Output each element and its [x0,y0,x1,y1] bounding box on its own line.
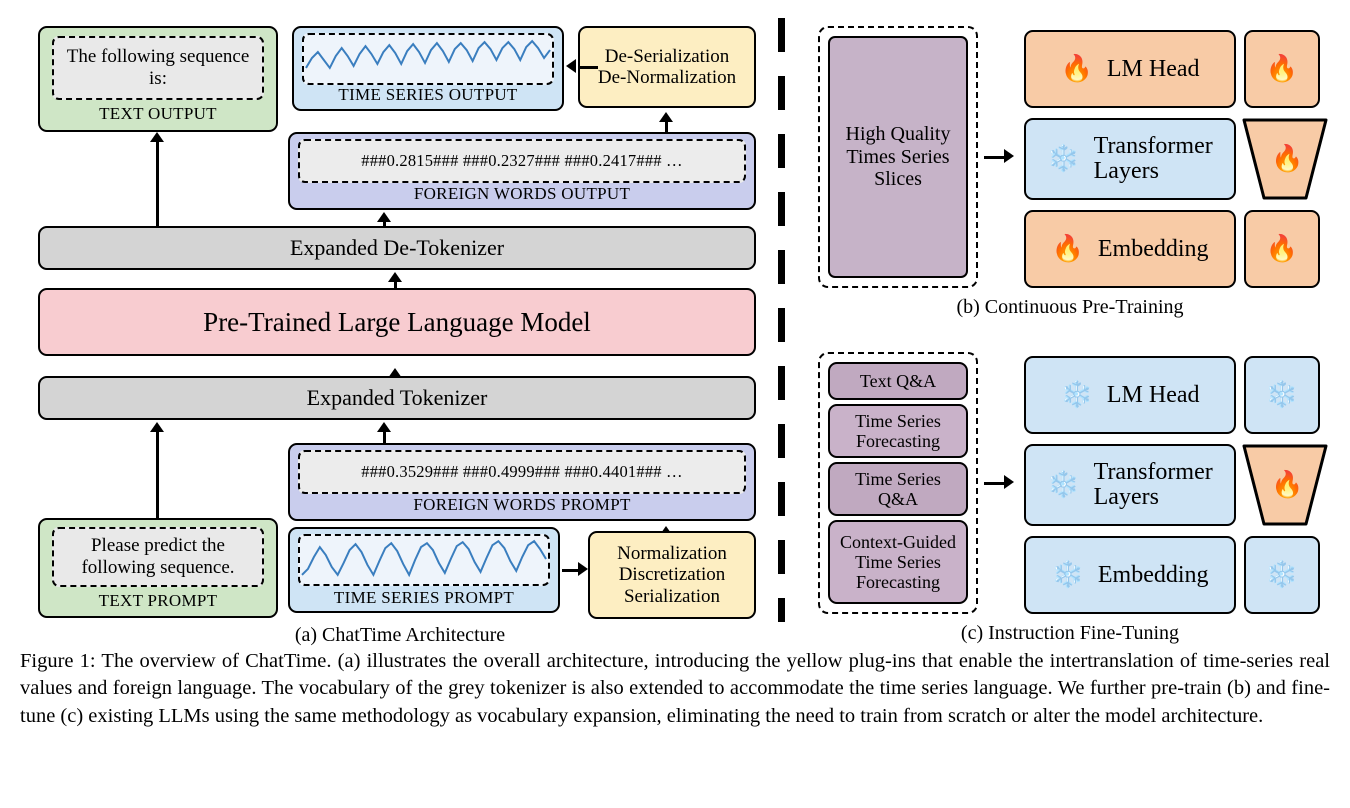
normalization-box [588,531,756,619]
panel-divider [778,18,785,622]
arrow-pretrain-data-to-model [984,156,1006,159]
pretrain-lm-head-side-tag [1244,30,1320,108]
arrow-finetune-tasks-to-model [984,482,1006,485]
sparkline-output-icon [304,34,552,84]
finetune-transformer-side-tag [1240,442,1330,528]
foreign-words-output-label: FOREIGN WORDS OUTPUT [413,184,631,203]
snowflake-icon: ❄️ [1051,560,1084,589]
fire-icon: 🔥 [1051,234,1084,263]
foreign-words-prompt-label: FOREIGN WORDS PROMPT [413,495,631,514]
panel-b-caption: (b) Continuous Pre-Training [956,296,1184,318]
pretrain-data-line-0: High Quality [845,123,951,146]
text-prompt-label: TEXT PROMPT [98,591,218,610]
arrowhead-llm-to-detokenizer [388,272,402,282]
time-series-output-plot [302,33,554,85]
finetune-lm-head-label: LM Head [1106,381,1200,408]
text-output-inner-text: The following sequence is: [66,46,250,89]
time-series-prompt-plot [298,534,550,586]
expanded-de-tokenizer-box [38,226,756,270]
de-serialization-line1: De-Serialization [604,45,730,67]
pretrain-lm-head-label: LM Head [1106,55,1200,82]
expanded-de-tokenizer-label: Expanded De-Tokenizer [289,234,505,260]
pretrain-embedding-side-tag [1244,210,1320,288]
fire-icon: 🔥 [1060,54,1093,83]
snowflake-icon: ❄️ [1047,470,1080,499]
foreign-words-output-inner [298,139,746,183]
fire-icon: 🔥 [1265,54,1299,83]
finetune-task-3-line3: Forecasting [856,572,940,593]
arrowhead-detokenizer-to-fwoutput [377,212,391,222]
finetune-transformer-label-line2: Layers [1093,484,1159,510]
finetune-embedding-label: Embedding [1097,561,1209,588]
pretrain-transformer-label-line1: Transformer [1093,132,1213,159]
finetune-task-1 [828,404,968,458]
de-serialization-line2: De-Normalization [597,67,737,88]
de-serialization-box [578,26,756,108]
arrowhead-finetune-tasks-to-model [1004,475,1014,489]
finetune-task-2-line2: Q&A [878,489,918,509]
pretrain-transformer-box [1024,118,1236,200]
foreign-words-output-values: ###0.2815### ###0.2327### ###0.2417### … [361,151,683,170]
arrow-textprompt-to-tokenizer [156,432,159,520]
expanded-tokenizer-label: Expanded Tokenizer [306,384,488,410]
pretrain-embedding-label: Embedding [1097,235,1209,262]
time-series-output-label: TIME SERIES OUTPUT [338,85,518,104]
pretrain-data-line-1: Times Series [846,145,950,168]
pretrain-transformer-side-tag [1240,116,1330,202]
finetune-transformer-box [1024,444,1236,526]
arrowhead-deserialization-to-tsoutput [566,59,576,73]
arrowhead-tsprompt-to-normalization [578,562,588,576]
text-prompt-inner [52,527,264,587]
text-prompt-inner-text: Please predict the following sequence. [81,535,235,578]
pretrain-lm-head-box [1024,30,1236,108]
text-output-inner [52,36,264,100]
snowflake-icon: ❄️ [1047,144,1080,173]
fire-icon: 🔥 [1265,234,1299,263]
finetune-embedding-box [1024,536,1236,614]
foreign-words-prompt-values: ###0.3529### ###0.4999### ###0.4401### … [361,462,683,481]
foreign-words-prompt-inner [298,450,746,494]
finetune-task-0 [828,362,968,400]
finetune-transformer-label-line1: Transformer [1093,458,1213,485]
text-output-label: TEXT OUTPUT [99,104,217,123]
panel-c-caption: (c) Instruction Fine-Tuning [960,622,1180,644]
fire-icon: 🔥 [1271,144,1304,173]
figure-caption: Figure 1: The overview of ChatTime. (a) illustrates the overall architecture, introducing the yellow plug-ins that enable the intertranslation of time-series real values and foreign language. The vocabulary of the grey tokenizer is also extended to accommodate the time series language. We further pre-train (b) and fine-tune (c) existing LLMs using the same methodology as vocabulary expansion, eliminating the need to train from scratch or alter the model architecture. [20,650,1330,727]
pretrained-llm-label: Pre-Trained Large Language Model [203,306,591,337]
arrowhead-detokenizer-to-textoutput [150,132,164,142]
arrow-detokenizer-to-textoutput [156,142,159,226]
arrowhead-fwoutput-to-deserialization [659,112,673,122]
pretrain-data-line-2: Slices [874,168,922,191]
normalization-line3: Serialization [623,585,721,607]
finetune-task-3-line2: Time Series [855,551,941,572]
normalization-line1: Normalization [617,543,727,565]
sparkline-prompt-icon [300,535,548,585]
finetune-task-1-line1: Time Series [855,410,941,431]
pretrain-embedding-box [1024,210,1236,288]
pretrained-llm-box [38,288,756,356]
finetune-task-3 [828,520,968,604]
snowflake-icon: ❄️ [1265,560,1299,589]
finetune-task-1-line2: Forecasting [856,431,940,451]
arrow-deserialization-to-tsoutput [578,66,598,69]
fire-icon: 🔥 [1271,470,1304,499]
snowflake-icon: ❄️ [1060,380,1093,409]
finetune-lm-head-side-tag [1244,356,1320,434]
snowflake-icon: ❄️ [1265,380,1299,409]
expanded-tokenizer-box [38,376,756,420]
normalization-line2: Discretization [618,564,726,586]
arrowhead-textprompt-to-tokenizer [150,422,164,432]
arrowhead-fwprompt-to-tokenizer [377,422,391,432]
finetune-task-3-line1: Context-Guided [840,531,956,552]
finetune-embedding-side-tag [1244,536,1320,614]
finetune-task-2-line1: Time Series [855,468,941,489]
panel-a-caption: (a) ChatTime Architecture [294,624,506,646]
finetune-lm-head-box [1024,356,1236,434]
finetune-task-2 [828,462,968,516]
finetune-task-0-label: Text Q&A [859,370,937,391]
arrowhead-pretrain-data-to-model [1004,149,1014,163]
pretrain-transformer-label-line2: Layers [1093,158,1159,184]
time-series-prompt-label: TIME SERIES PROMPT [333,588,515,607]
pretrain-data-box [828,36,968,278]
